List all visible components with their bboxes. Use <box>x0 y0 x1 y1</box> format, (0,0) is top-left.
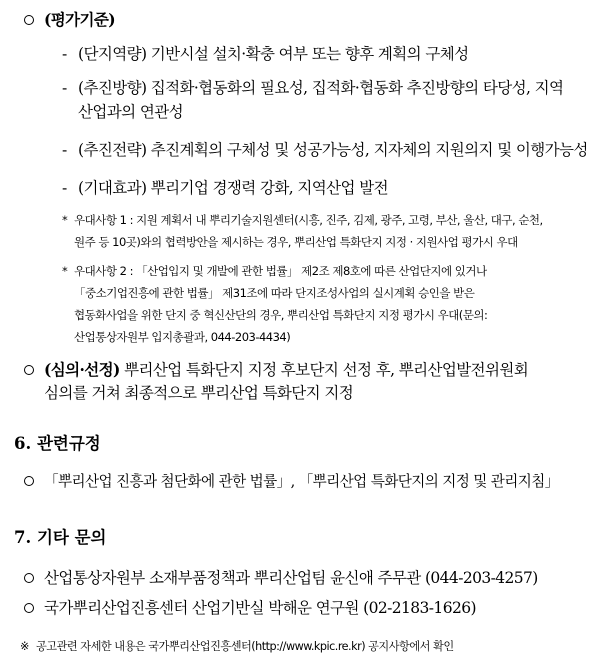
eval-item: - (추진전략) 추진계획의 구체성 및 성공가능성, 지자체의 지원의지 및 이행가능성 <box>62 141 588 159</box>
eval-item: - (기대효과) 뿌리기업 경쟁력 강화, 지역산업 발전 <box>62 179 388 197</box>
eval-criteria-title: (평가기준) <box>44 10 115 29</box>
preference-note-continued: 「중소기업진흥에 관한 법률」 제31조에 따라 단지조성사업의 실시계획 승인을 받은 <box>74 286 475 300</box>
eval-criteria-heading <box>24 8 115 30</box>
related-regulations: 「뿌리산업 진흥과 첨단화에 관한 법률」, 「뿌리산업 특화단지의 지정 및 관리지침」 <box>24 470 559 491</box>
review-selection-continued: 심의를 거쳐 최종적으로 뿌리산업 특화단지 지정 <box>44 384 354 402</box>
contact-item: 산업통상자원부 소재부품정책과 뿌리산업팀 윤신애 주무관 (044-203-4257) <box>24 566 538 588</box>
reference-mark-icon: ※ <box>20 640 29 653</box>
section-6-heading: 6. 관련규정 <box>14 434 101 453</box>
asterisk-bullet-icon: * <box>62 213 68 227</box>
circle-bullet-icon <box>24 476 34 486</box>
preference-note-continued: 원주 등 10곳)와의 협력방안을 제시하는 경우, 뿌리산업 특화단지 지정 · 지원사업 평가시 우대 <box>74 235 518 249</box>
footer-note: ※ 공고관련 자세한 내용은 국가뿌리산업진흥센터(http://www.kpic.re.kr) 공지사항에서 확인 <box>20 640 454 653</box>
circle-bullet-icon <box>24 603 34 613</box>
eval-item-continued: 산업과의 연관성 <box>78 103 183 121</box>
contact-item: 국가뿌리산업진흥센터 산업기반실 박해운 연구원 (02-2183-1626) <box>24 596 476 618</box>
circle-bullet-icon <box>24 365 34 375</box>
preference-note: * 우대사항 2 : 「산업입지 및 개발에 관한 법률」 제2조 제8호에 따른 산업단지에 있거나 <box>62 264 487 278</box>
asterisk-bullet-icon: * <box>62 264 68 278</box>
eval-item: - (추진방향) 집적화·협동화의 필요성, 집적화·협동화 추진방향의 타당성, 지역 <box>62 79 564 97</box>
preference-note: * 우대사항 1 : 지원 계획서 내 뿌리기술지원센터(시흥, 진주, 김제, 광주, 고령, 부산, 울산, 대구, 순천, <box>62 213 543 227</box>
section-7-heading: 7. 기타 문의 <box>14 528 107 547</box>
review-selection: (심의·선정) 뿌리산업 특화단지 지정 후보단지 선정 후, 뿌리산업발전위원회 <box>24 358 528 380</box>
circle-bullet-icon <box>24 15 34 25</box>
preference-note-continued: 산업통상자원부 입지총괄과, 044-203-4434) <box>74 330 291 344</box>
review-title: (심의·선정) <box>44 360 120 379</box>
preference-note-continued: 협동화사업을 위한 단지 중 혁신산단의 경우, 뿌리산업 특화단지 지정 평가시 우대(문의: <box>74 308 488 322</box>
circle-bullet-icon <box>24 573 34 583</box>
eval-item: - (단지역량) 기반시설 설치·확충 여부 또는 향후 계획의 구체성 <box>62 45 469 63</box>
